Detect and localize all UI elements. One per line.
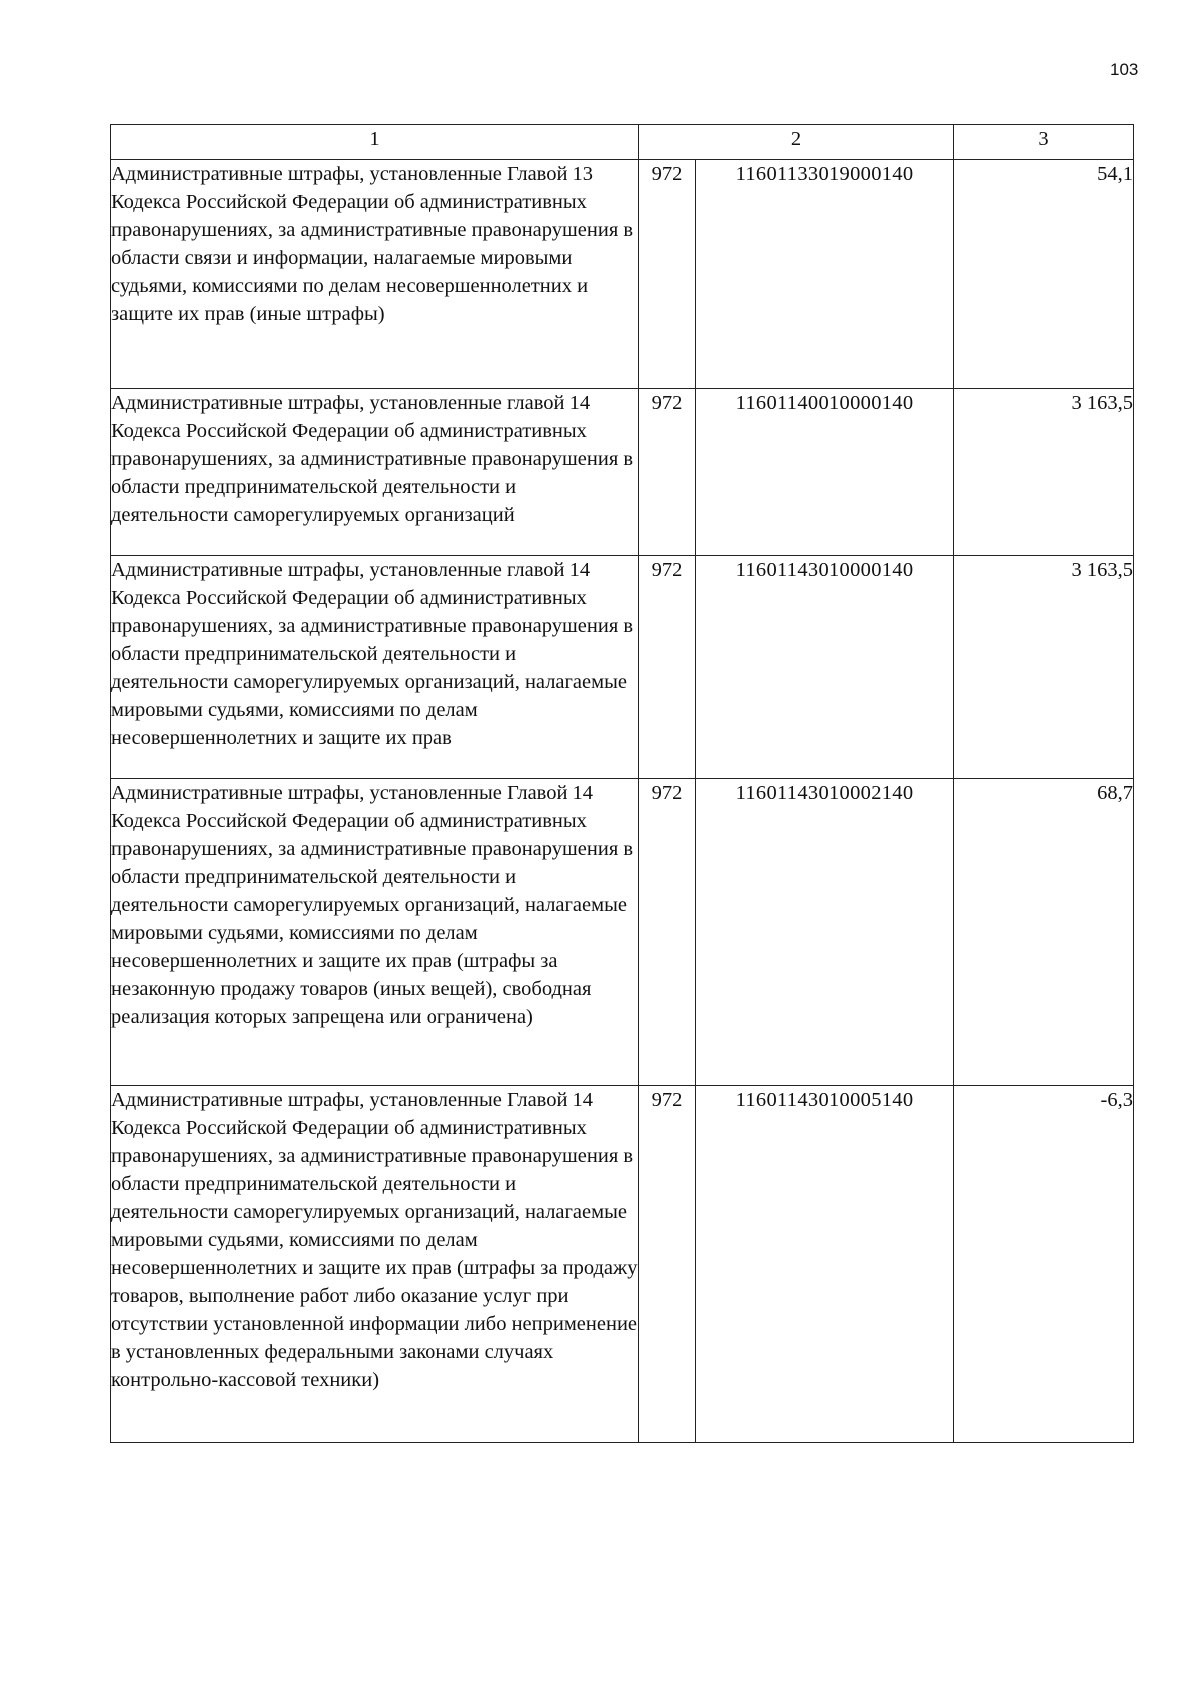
table-row <box>111 556 1134 779</box>
column-header-2: 2 <box>639 125 954 160</box>
row-kbk-code: 11601133019000140 <box>696 160 954 389</box>
table-row <box>111 779 1134 1086</box>
table-header-row <box>111 125 1134 160</box>
table-row <box>111 389 1134 556</box>
page-number: 103 <box>1110 60 1139 79</box>
row-description: Административные штрафы, установленные Главой 14 Кодекса Российской Федерации об административных правонарушениях, за административные правонарушения в области предпринимательской деятельности и деятельности саморегулируемых организаций, налагаемые мировыми судьями, комиссиями по делам несовершеннолетних и защите их прав (штрафы за продажу товаров, выполнение работ либо оказание услуг при отсутствии установленной информации либо неприменение в установленных федеральными законами случаях контрольно-кассовой техники) <box>111 1086 639 1443</box>
row-amount: 3 163,5 <box>954 389 1134 556</box>
row-kbk-code: 11601143010005140 <box>696 1086 954 1443</box>
row-amount: 3 163,5 <box>954 556 1134 779</box>
table-row <box>111 1086 1134 1443</box>
row-kbk-code: 11601140010000140 <box>696 389 954 556</box>
row-amount: -6,3 <box>954 1086 1134 1443</box>
revenue-table <box>110 124 1134 1443</box>
row-kbk-code: 11601143010000140 <box>696 556 954 779</box>
row-amount: 54,1 <box>954 160 1134 389</box>
row-admin-code: 972 <box>639 1086 696 1443</box>
row-description: Административные штрафы, установленные главой 14 Кодекса Российской Федерации об административных правонарушениях, за административные правонарушения в области предпринимательской деятельности и деятельности саморегулируемых организаций <box>111 389 639 556</box>
row-description: Административные штрафы, установленные Главой 14 Кодекса Российской Федерации об административных правонарушениях, за административные правонарушения в области предпринимательской деятельности и деятельности саморегулируемых организаций, налагаемые мировыми судьями, комиссиями по делам несовершеннолетних и защите их прав (штрафы за незаконную продажу товаров (иных вещей), свободная реализация которых запрещена или ограничена) <box>111 779 639 1086</box>
row-kbk-code: 11601143010002140 <box>696 779 954 1086</box>
column-header-3: 3 <box>954 125 1134 160</box>
row-admin-code: 972 <box>639 389 696 556</box>
row-admin-code: 972 <box>639 779 696 1086</box>
row-admin-code: 972 <box>639 556 696 779</box>
column-header-1: 1 <box>111 125 639 160</box>
row-amount: 68,7 <box>954 779 1134 1086</box>
table-row <box>111 160 1134 389</box>
row-admin-code: 972 <box>639 160 696 389</box>
row-description: Административные штрафы, установленные главой 14 Кодекса Российской Федерации об административных правонарушениях, за административные правонарушения в области предпринимательской деятельности и деятельности саморегулируемых организаций, налагаемые мировыми судьями, комиссиями по делам несовершеннолетних и защите их прав <box>111 556 639 779</box>
row-description: Административные штрафы, установленные Главой 13 Кодекса Российской Федерации об административных правонарушениях, за административные правонарушения в области связи и информации, налагаемые мировыми судьями, комиссиями по делам несовершеннолетних и защите их прав (иные штрафы) <box>111 160 639 389</box>
